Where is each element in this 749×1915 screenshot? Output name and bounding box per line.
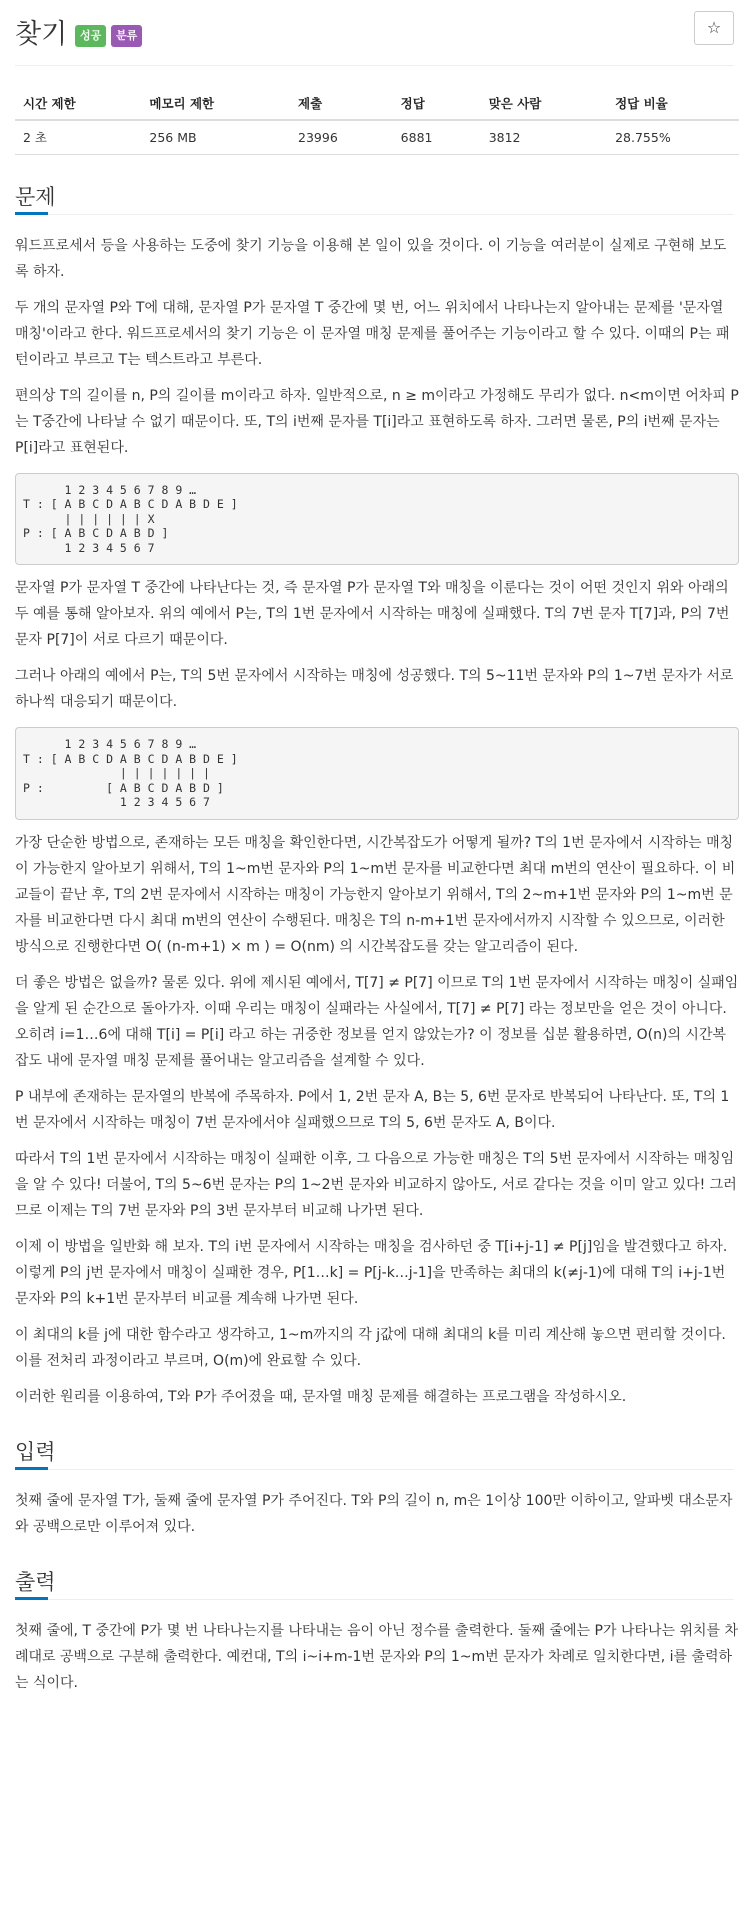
heading-underline: [15, 1467, 48, 1470]
stats-ratio: 28.755%: [607, 120, 739, 154]
stats-time-limit: 2 초: [15, 120, 141, 154]
output-section-heading: [15, 1562, 734, 1600]
output-heading: 출력: [15, 1569, 56, 1594]
problem-paragraph: 문자열 P가 문자열 T 중간에 나타난다는 것, 즉 문자열 P가 문자열 T와 매칭을 이룬다는 것이 어떤 것인지 위와 아래의 두 예를 통해 알아보자. 위의 예에서 P는, T의 1번 문자에서 시작하는 매칭에 실패했다. T의 7번 문자 T[7]과, P의 7번 문자 P[7]이 서로 다르기 때문이다.: [15, 580, 730, 648]
output-description: 첫째 줄에, T 중간에 P가 몇 번 나타나는지를 나타내는 음이 아닌 정수를 출력한다. 둘째 줄에는 P가 나타나는 위치를 차례대로 공백으로 구분해 출력한다. 예컨대, T의 i~i+m-1번 문자와 P의 1~m번 문자가 차례로 일치한다면, i를 출력하는 식이다.: [15, 1622, 739, 1691]
stats-accepted: 6881: [393, 120, 481, 154]
problem-section-heading: [15, 177, 734, 215]
category-badge[interactable]: 분류: [111, 25, 142, 47]
input-description: 첫째 줄에 문자열 T가, 둘째 줄에 문자열 P가 주어진다. T와 P의 길이 n, m은 1이상 100만 이하이고, 알파벳 대소문자와 공백으로만 이루어져 있다.: [15, 1492, 733, 1535]
problem-paragraph: 따라서 T의 1번 문자에서 시작하는 매칭이 실패한 이후, 그 다음으로 가능한 매칭은 T의 5번 문자에서 시작하는 매칭임을 알 수 있다! 더불어, T의 5~6번 문자는 P의 1~2번 문자와 비교하지 않아도, 서로 같다는 것을 이미 알고 있다! 그러므로 이제는 T의 7번 문자와 P의 3번 문자부터 비교해 나가면 된다.: [15, 1150, 737, 1219]
problem-paragraph: 더 좋은 방법은 없을까? 물론 있다. 위에 제시된 예에서, T[7] ≠ P[7] 이므로 T의 1번 문자에서 시작하는 매칭이 실패임을 알게 된 순간으로 돌아가자. 이때 우리는 매칭이 실패라는 사실에서, T[7] ≠ P[7] 라는 정보만을 얻은 것이 아니다. 오히려 i=1…6에 대해 T[i] = P[i] 라고 하는 귀중한 정보를 얻지 않았는가? 이 정보를 십분 활용하면, O(n)의 시간복잡도 내에 문자열 매칭 문제를 풀어내는 알고리즘을 설계할 수 있다.: [15, 974, 739, 1069]
stats-value-row: [15, 120, 739, 154]
stats-header-time-limit: 시간 제한: [15, 86, 141, 120]
input-section-heading: [15, 1432, 734, 1470]
star-icon: ☆: [706, 18, 722, 37]
stats-header-row: [15, 86, 739, 120]
stats-header-accepted: 정답: [393, 86, 481, 120]
problem-heading: 문제: [15, 184, 56, 209]
problem-paragraph: 가장 단순한 방법으로, 존재하는 모든 매칭을 확인한다면, 시간복잡도가 어떻게 될까? T의 1번 문자에서 시작하는 매칭이 가능한지 알아보기 위해서, T의 1~m번 문자와 P의 1~m번 문자를 비교한다면 최대 m번의 연산이 필요하다. 이 비교들이 끝난 후, T의 2번 문자에서 시작하는 매칭이 가능한지 알아보기 위해서, T의 2~m+1번 문자와 P의 1~m번 문자를 비교한다면 다시 최대 m번의 연산이 수행된다. 매칭은 T의 n-m+1번 문자에서까지 시작할 수 있으므로, 이러한 방식으로 진행한다면 O( (n-m+1) × m ) = O(nm) 의 시간복잡도를 갖는 알고리즘이 된다.: [15, 834, 736, 955]
stats-submissions: 23996: [290, 120, 393, 154]
problem-paragraph: 그러나 아래의 예에서 P는, T의 5번 문자에서 시작하는 매칭에 성공했다. T의 5~11번 문자와 P의 1~7번 문자가 서로 하나씩 대응되기 때문이다.: [15, 668, 734, 710]
stats-header-submissions: 제출: [290, 86, 393, 120]
problem-paragraph: 워드프로세서 등을 사용하는 도중에 찾기 기능을 이용해 본 일이 있을 것이다. 이 기능을 여러분이 실제로 구현해 보도록 하자.: [15, 237, 727, 280]
heading-underline: [15, 212, 48, 215]
stats-solvers: 3812: [481, 120, 607, 154]
problem-header: [15, 0, 734, 66]
problem-paragraph: 이제 이 방법을 일반화 해 보자. T의 i번 문자에서 시작하는 매칭을 검사하던 중 T[i+j-1] ≠ P[j]임을 발견했다고 하자. 이렇게 P의 j번 문자에서 매칭이 실패한 경우, P[1…k] = P[j-k…j-1]을 만족하는 최대의 k(≠j-1)에 대해 T의 i+j-1번 문자와 P의 k+1번 문자부터 비교를 계속해 나가면 된다.: [15, 1238, 728, 1307]
stats-header-solvers: 맞은 사람: [481, 86, 607, 120]
example-code-block: 1 2 3 4 5 6 7 8 9 … T : [ A B C D A B C D A B D E ] | | | | | | | P : [ A B C D A B D ] 1 2 3 4 5 6 7: [15, 727, 739, 820]
problem-title: 찾기: [15, 19, 68, 50]
input-heading: 입력: [15, 1439, 56, 1464]
problem-paragraph: 두 개의 문자열 P와 T에 대해, 문자열 P가 문자열 T 중간에 몇 번, 어느 위치에서 나타나는지 알아내는 문제를 '문자열 매칭'이라고 한다. 워드프로세서의 찾기 기능은 이 문자열 매칭 문제를 풀어주는 기능이라고 할 수 있다. 이때의 P는 패턴이라고 부르고 T는 텍스트라고 부른다.: [15, 299, 730, 368]
problem-paragraph: 이 최대의 k를 j에 대한 함수라고 생각하고, 1~m까지의 각 j값에 대해 최대의 k를 미리 계산해 놓으면 편리할 것이다. 이를 전처리 과정이라고 부르며, O(m)에 완료할 수 있다.: [15, 1326, 726, 1369]
problem-paragraph: 이러한 원리를 이용하여, T와 P가 주어졌을 때, 문자열 매칭 문제를 해결하는 프로그램을 작성하시오.: [15, 1388, 627, 1405]
stats-memory-limit: 256 MB: [141, 120, 290, 154]
heading-underline: [15, 1597, 48, 1600]
problem-paragraph: 편의상 T의 길이를 n, P의 길이를 m이라고 하자. 일반적으로, n ≥ m이라고 가정해도 무리가 없다. n<m이면 어차피 P는 T중간에 나타날 수 없기 때문이다. 또, T의 i번째 문자를 T[i]라고 표현하도록 하자. 그러면 물론, P의 i번째 문자는 P[i]라고 표현된다.: [15, 387, 739, 456]
favorite-button[interactable]: [694, 11, 734, 45]
stats-header-memory-limit: 메모리 제한: [141, 86, 290, 120]
problem-paragraph: P 내부에 존재하는 문자열의 반복에 주목하자. P에서 1, 2번 문자 A, B는 5, 6번 문자로 반복되어 나타난다. 또, T의 1번 문자에서 시작하는 매칭이 7번 문자에서야 실패했으므로 T의 5, 6번 문자도 A, B이다.: [15, 1088, 730, 1131]
example-code-block: 1 2 3 4 5 6 7 8 9 … T : [ A B C D A B C D A B D E ] | | | | | | X P : [ A B C D A B D ] 1 2 3 4 5 6 7: [15, 473, 739, 566]
success-badge[interactable]: 성공: [75, 25, 106, 47]
problem-stats-table: [15, 86, 739, 155]
stats-header-ratio: 정답 비율: [607, 86, 739, 120]
